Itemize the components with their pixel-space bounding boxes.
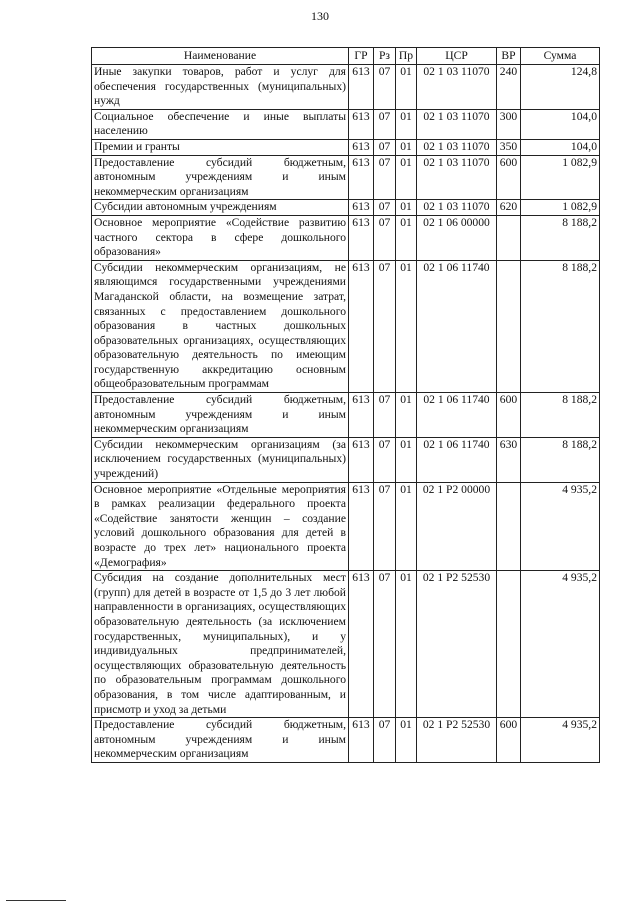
row-name: Субсидии некоммерческим организациям (за исключением государственных (муниципальных) учреждений) <box>92 437 349 482</box>
row-gr: 613 <box>349 139 374 155</box>
table-row <box>92 437 600 482</box>
row-rz: 07 <box>374 571 396 718</box>
row-sum: 4 935,2 <box>521 571 600 718</box>
row-rz: 07 <box>374 109 396 139</box>
table-row <box>92 65 600 110</box>
row-name: Основное мероприятие «Содействие развитию частного сектора в сфере дошкольного образования» <box>92 215 349 260</box>
page-corner-line <box>6 900 66 901</box>
table-row <box>92 109 600 139</box>
header-rz: Рз <box>374 48 396 65</box>
row-name: Социальное обеспечение и иные выплаты населению <box>92 109 349 139</box>
table-row <box>92 482 600 571</box>
row-csr: 02 1 06 11740 <box>417 437 497 482</box>
row-name: Предоставление субсидий бюджетным, автономным учреждениям и иным некоммерческим организациям <box>92 718 349 763</box>
row-vr <box>497 215 521 260</box>
row-rz: 07 <box>374 437 396 482</box>
row-rz: 07 <box>374 139 396 155</box>
table-row <box>92 260 600 392</box>
row-csr: 02 1 P2 52530 <box>417 718 497 763</box>
row-csr: 02 1 P2 00000 <box>417 482 497 571</box>
row-rz: 07 <box>374 718 396 763</box>
table-header-row <box>92 48 600 65</box>
row-vr <box>497 571 521 718</box>
header-csr: ЦСР <box>417 48 497 65</box>
table-row <box>92 718 600 763</box>
row-name: Субсидия на создание дополнительных мест (групп) для детей в возрасте от 1,5 до 3 лет любой направленности в организациях, осуществляющих образовательную деятельность (за исключением государственных, муниципальных), и у индивидуальных предпринимателей, осуществляющих образовательную деятельность по образовательным программам дошкольного образования, в том числе адаптированным, и присмотр и уход за детьми <box>92 571 349 718</box>
row-gr: 613 <box>349 393 374 438</box>
row-vr: 630 <box>497 437 521 482</box>
row-sum: 124,8 <box>521 65 600 110</box>
row-rz: 07 <box>374 155 396 200</box>
row-csr: 02 1 06 11740 <box>417 393 497 438</box>
row-rz: 07 <box>374 482 396 571</box>
row-name: Субсидии автономным учреждениям <box>92 200 349 216</box>
row-vr: 600 <box>497 155 521 200</box>
row-gr: 613 <box>349 109 374 139</box>
row-gr: 613 <box>349 718 374 763</box>
row-pr: 01 <box>396 571 417 718</box>
row-vr: 240 <box>497 65 521 110</box>
row-sum: 8 188,2 <box>521 437 600 482</box>
row-csr: 02 1 03 11070 <box>417 65 497 110</box>
row-sum: 8 188,2 <box>521 260 600 392</box>
row-name: Премии и гранты <box>92 139 349 155</box>
page-number: 130 <box>311 9 329 23</box>
row-gr: 613 <box>349 155 374 200</box>
row-csr: 02 1 03 11070 <box>417 139 497 155</box>
row-pr: 01 <box>396 155 417 200</box>
header-vr: ВР <box>497 48 521 65</box>
row-vr: 600 <box>497 393 521 438</box>
row-pr: 01 <box>396 718 417 763</box>
budget-table <box>91 47 600 763</box>
table-row <box>92 200 600 216</box>
row-rz: 07 <box>374 215 396 260</box>
table-row <box>92 571 600 718</box>
header-name: Наименование <box>92 48 349 65</box>
row-sum: 104,0 <box>521 109 600 139</box>
row-sum: 8 188,2 <box>521 393 600 438</box>
row-sum: 1 082,9 <box>521 200 600 216</box>
row-gr: 613 <box>349 215 374 260</box>
row-sum: 4 935,2 <box>521 718 600 763</box>
table-row <box>92 155 600 200</box>
row-gr: 613 <box>349 260 374 392</box>
header-pr: Пр <box>396 48 417 65</box>
row-vr: 300 <box>497 109 521 139</box>
row-name: Предоставление субсидий бюджетным, автономным учреждениям и иным некоммерческим организациям <box>92 393 349 438</box>
row-gr: 613 <box>349 200 374 216</box>
row-sum: 8 188,2 <box>521 215 600 260</box>
header-gr: ГР <box>349 48 374 65</box>
row-sum: 104,0 <box>521 139 600 155</box>
header-sum: Сумма <box>521 48 600 65</box>
row-rz: 07 <box>374 200 396 216</box>
row-csr: 02 1 P2 52530 <box>417 571 497 718</box>
row-rz: 07 <box>374 260 396 392</box>
row-pr: 01 <box>396 109 417 139</box>
row-csr: 02 1 06 00000 <box>417 215 497 260</box>
row-pr: 01 <box>396 215 417 260</box>
table-row <box>92 139 600 155</box>
row-pr: 01 <box>396 437 417 482</box>
row-sum: 4 935,2 <box>521 482 600 571</box>
row-vr <box>497 260 521 392</box>
row-pr: 01 <box>396 65 417 110</box>
row-sum: 1 082,9 <box>521 155 600 200</box>
table-row <box>92 215 600 260</box>
row-pr: 01 <box>396 393 417 438</box>
row-csr: 02 1 03 11070 <box>417 155 497 200</box>
table-row <box>92 393 600 438</box>
row-name: Иные закупки товаров, работ и услуг для обеспечения государственных (муниципальных) нужд <box>92 65 349 110</box>
row-pr: 01 <box>396 139 417 155</box>
row-pr: 01 <box>396 482 417 571</box>
row-pr: 01 <box>396 260 417 392</box>
row-vr: 600 <box>497 718 521 763</box>
row-csr: 02 1 03 11070 <box>417 109 497 139</box>
row-csr: 02 1 06 11740 <box>417 260 497 392</box>
row-rz: 07 <box>374 393 396 438</box>
row-vr: 620 <box>497 200 521 216</box>
row-name: Субсидии некоммерческим организациям, не являющимся государственными учреждениями Магаданской области, на возмещение затрат, связанных с предоставлением дошкольного образования в частных дошкольных образовательных организациях, осуществляющих образовательную деятельность по имеющим государственную аккредитацию основным общеобразовательным программам <box>92 260 349 392</box>
row-vr: 350 <box>497 139 521 155</box>
row-gr: 613 <box>349 482 374 571</box>
row-pr: 01 <box>396 200 417 216</box>
row-name: Основное мероприятие «Отдельные мероприятия в рамках реализации федерального проекта «Содействие занятости женщин – создание условий дошкольного образования для детей в возрасте до трех лет» национального проекта «Демография» <box>92 482 349 571</box>
row-name: Предоставление субсидий бюджетным, автономным учреждениям и иным некоммерческим организациям <box>92 155 349 200</box>
row-vr <box>497 482 521 571</box>
row-csr: 02 1 03 11070 <box>417 200 497 216</box>
row-gr: 613 <box>349 437 374 482</box>
row-gr: 613 <box>349 571 374 718</box>
row-gr: 613 <box>349 65 374 110</box>
row-rz: 07 <box>374 65 396 110</box>
